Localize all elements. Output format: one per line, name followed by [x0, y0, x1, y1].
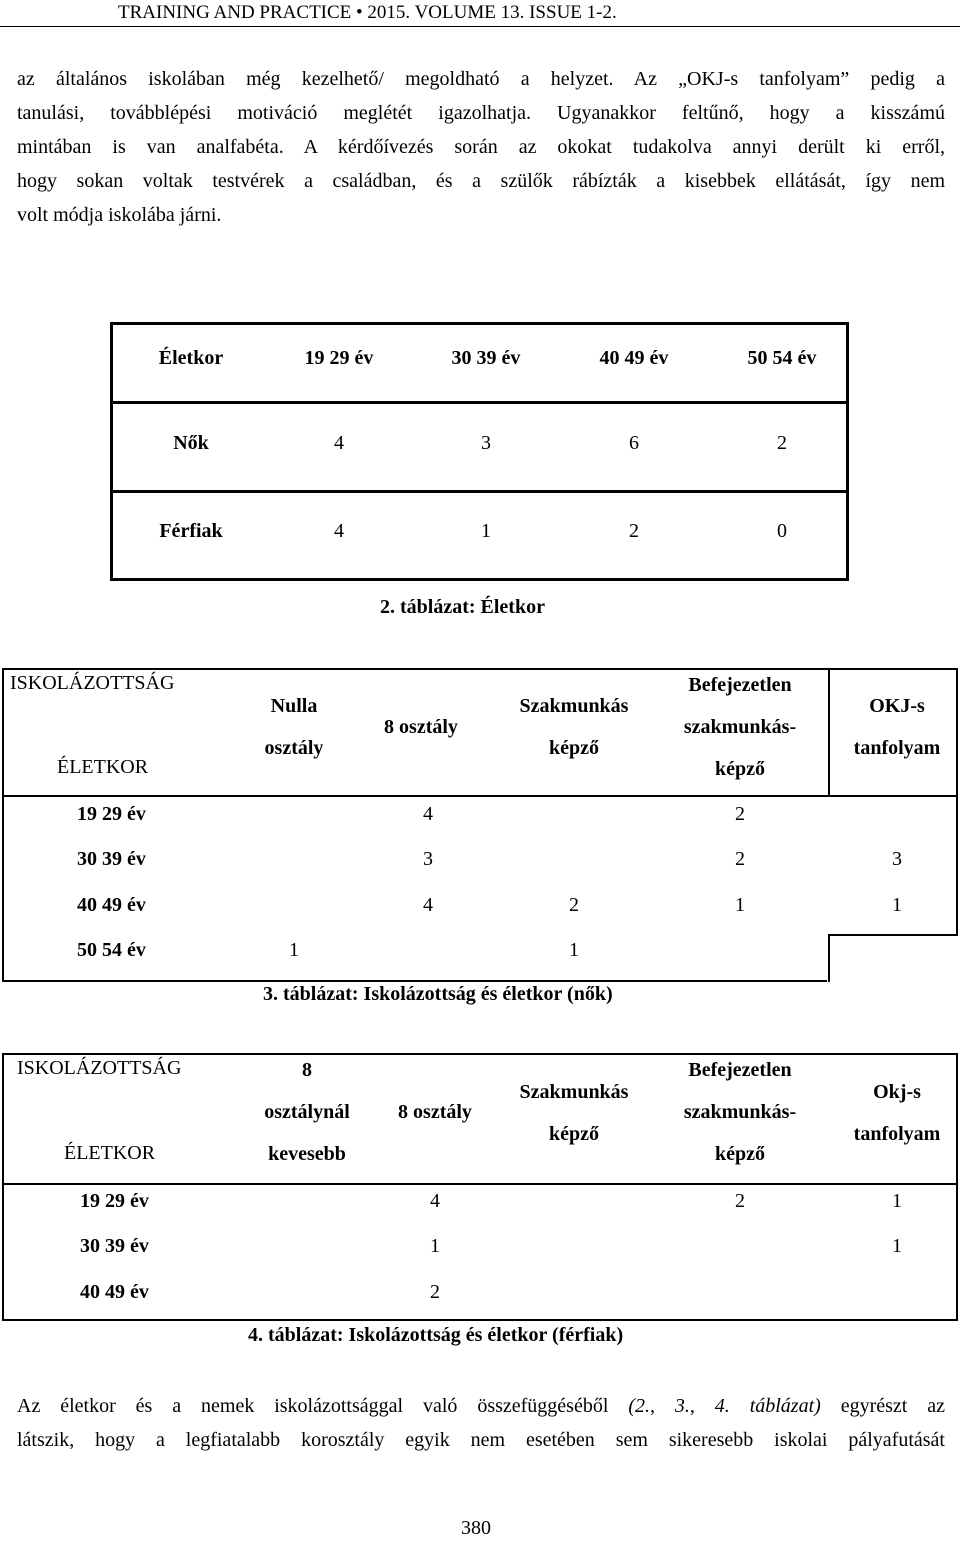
column-header: [384, 706, 458, 748]
corner-label-top: ISKOLÁZOTTSÁG: [10, 672, 175, 694]
row-label: 30 39 év: [80, 1235, 149, 1257]
paragraph-line: mintában is van analfabéta. A kérdőívezés során az okokat tudakolva annyi derült ki erről,: [17, 136, 945, 158]
paragraph-conclusion: [17, 1389, 945, 1457]
running-header: [0, 0, 960, 26]
table-cell: 4: [430, 1190, 440, 1212]
table-caption: 3. táblázat: Iskolázottság és életkor (nők): [263, 983, 613, 1005]
column-header-line: képző: [714, 1143, 765, 1165]
table-header-cell: 40 49 év: [599, 347, 669, 369]
column-header-line: tanfolyam: [853, 1123, 941, 1145]
column-header-line: OKJ-s: [869, 695, 925, 717]
column-header-line: osztálynál: [264, 1101, 350, 1123]
paragraph-text: Az életkor és a nemek iskolázottsággal való összefüggéséből: [17, 1395, 629, 1417]
column-header-line: Szakmunkás: [519, 695, 629, 717]
table-rule: [828, 934, 958, 936]
paragraph-line: tanulási, továbblépési motiváció meglétét igazolhatja. Ugyanakkor feltűnő, hogy a kisszámú: [17, 102, 945, 124]
table-rule: [113, 490, 846, 493]
table-cell: 1: [481, 520, 491, 542]
table-header-cell: 50 54 év: [747, 347, 817, 369]
table-education-men: [2, 1053, 959, 1323]
row-label: Férfiak: [159, 520, 223, 542]
table-reference: (2., 3., 4. táblázat): [628, 1395, 821, 1417]
column-header-line: szakmunkás-: [683, 1101, 797, 1123]
table-rule: [2, 668, 4, 982]
column-header: [684, 664, 796, 790]
table-header-cell: Életkor: [158, 347, 224, 369]
table-rule: [2, 795, 957, 797]
table-cell: 1: [289, 939, 299, 961]
table-rule: [956, 668, 958, 936]
row-label: 50 54 év: [77, 939, 146, 961]
paragraph-line: volt módja iskolába járni.: [17, 204, 222, 226]
table-cell: 1: [892, 894, 902, 916]
column-header-line: osztály: [264, 737, 324, 759]
corner-label-bottom: ÉLETKOR: [57, 756, 149, 778]
table-header-cell: 30 39 év: [451, 347, 521, 369]
table-cell: 2: [430, 1281, 440, 1303]
table-cell: 1: [430, 1235, 440, 1257]
table-cell: 2: [735, 1190, 745, 1212]
column-header: [854, 685, 941, 769]
table-cell: 3: [423, 848, 433, 870]
table-cell: 1: [892, 1190, 902, 1212]
column-header-line: 8 osztály: [398, 1101, 472, 1123]
running-header-text: TRAINING AND PRACTICE • 2015. VOLUME 13. ISSUE 1-2.: [118, 2, 617, 23]
column-header-line: Nulla: [270, 695, 318, 717]
column-header-line: képző: [549, 737, 599, 759]
row-label: 40 49 év: [77, 894, 146, 916]
table-cell: 2: [735, 848, 745, 870]
table-caption: 4. táblázat: Iskolázottság és életkor (férfiak): [248, 1324, 624, 1346]
paragraph-line: [17, 1389, 945, 1423]
table-rule: [2, 980, 827, 982]
table-rule: [2, 1183, 957, 1185]
table-rule: [828, 668, 830, 796]
table-cell: 4: [334, 432, 344, 454]
column-header-line: 8: [302, 1059, 312, 1081]
table-rule: [956, 1053, 958, 1321]
paragraph-line: az általános iskolában még kezelhető/ megoldható a helyzet. Az „OKJ-s tanfolyam” pedig a: [17, 68, 945, 90]
table-cell: 1: [892, 1235, 902, 1257]
table-cell: 6: [629, 432, 639, 454]
table-cell: 1: [735, 894, 745, 916]
paragraph-intro: [17, 62, 945, 232]
table-cell: 4: [423, 894, 433, 916]
page-number: 380: [461, 1517, 491, 1539]
table-rule: [2, 1053, 957, 1055]
table-cell: 4: [423, 803, 433, 825]
table-rule: [828, 934, 830, 982]
column-header-line: szakmunkás-: [683, 716, 797, 738]
column-header: [684, 1049, 796, 1175]
table-cell: 1: [569, 939, 579, 961]
column-header: [398, 1091, 472, 1133]
table-cell: 2: [735, 803, 745, 825]
column-header-line: 8 osztály: [384, 716, 458, 738]
table-cell: 3: [481, 432, 491, 454]
table-cell: 2: [629, 520, 639, 542]
table-cell: 2: [777, 432, 787, 454]
row-label: 40 49 év: [80, 1281, 149, 1303]
table-cell: 0: [777, 520, 787, 542]
row-label: Nők: [173, 432, 209, 454]
table-header-cell: 19 29 év: [304, 347, 374, 369]
column-header: [264, 1049, 350, 1175]
table-cell: 3: [892, 848, 902, 870]
column-header-line: Befejezetlen: [688, 1059, 792, 1081]
table-rule: [2, 668, 957, 670]
column-header: [520, 1071, 629, 1155]
column-header-line: képző: [549, 1123, 599, 1145]
table-age-gender: [110, 322, 849, 581]
row-label: 19 29 év: [80, 1190, 149, 1212]
column-header-line: tanfolyam: [853, 737, 941, 759]
column-header-line: kevesebb: [268, 1143, 346, 1165]
table-cell: 4: [334, 520, 344, 542]
table-rule: [2, 1053, 4, 1321]
column-header: [854, 1071, 941, 1155]
table-education-women: [2, 668, 959, 983]
column-header: [265, 685, 324, 769]
corner-label-top: ISKOLÁZOTTSÁG: [17, 1057, 182, 1079]
column-header-line: Befejezetlen: [688, 674, 792, 696]
column-header-line: Szakmunkás: [519, 1081, 629, 1103]
column-header-line: képző: [714, 758, 765, 780]
row-label: 30 39 év: [77, 848, 146, 870]
paragraph-text: egyrészt az: [820, 1395, 946, 1417]
header-rule: [0, 26, 960, 27]
paragraph-line: látszik, hogy a legfiatalabb korosztály egyik nem esetében sem sikeresebb iskolai pályafutását: [17, 1429, 945, 1451]
column-header: [520, 685, 629, 769]
table-rule: [113, 401, 846, 404]
table-caption: 2. táblázat: Életkor: [380, 596, 545, 618]
table-rule: [2, 1319, 957, 1321]
table-cell: 2: [569, 894, 579, 916]
corner-label-bottom: ÉLETKOR: [64, 1142, 156, 1164]
row-label: 19 29 év: [77, 803, 146, 825]
column-header-line: Okj-s: [873, 1081, 921, 1103]
paragraph-line: hogy sokan voltak testvérek a családban, és a szülők rábízták a kisebbek ellátását, így nem: [17, 170, 945, 192]
